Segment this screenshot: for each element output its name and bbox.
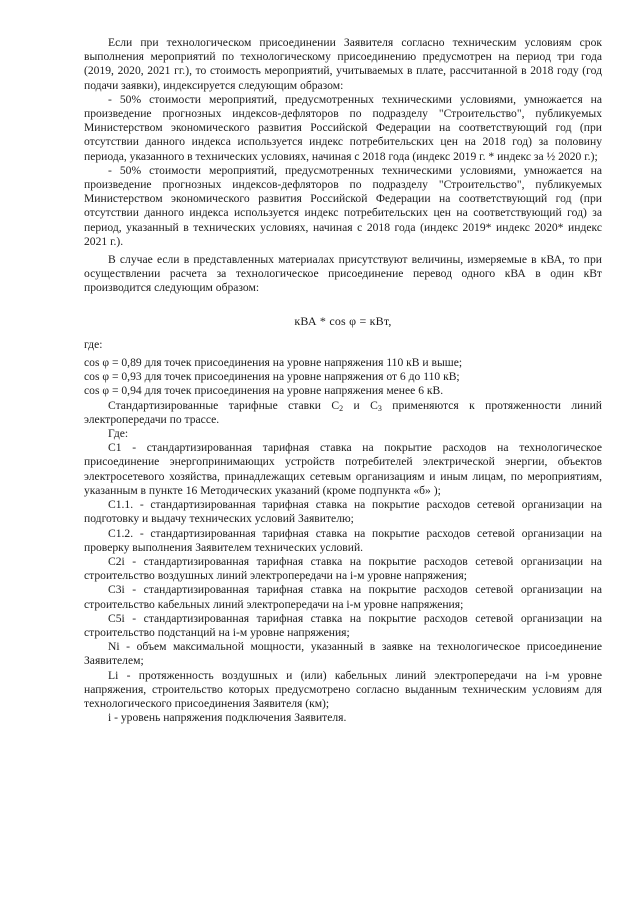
cos-phi-under-6kv: cos φ = 0,94 для точек присоединения на уровне напряжения менее 6 кВ. — [84, 384, 444, 398]
definition-c1-1: С1.1. - стандартизированная тарифная ставка на покрытие расходов сетевой организации на подготовку и выдачу технических условий Заявителю; — [84, 498, 602, 526]
where-label: где: — [84, 337, 103, 351]
rates-sub-2: 2 — [339, 403, 344, 413]
definition-c5i: С5i - стандартизированная тарифная ставка на покрытие расходов сетевой организации на строительство подстанций на i-м уровне напряжения; — [84, 611, 602, 639]
paragraph-first-half: - 50% стоимости мероприятий, предусмотренных техническими условиями, умножается на произведение прогнозных индексов-дефляторов по подразделу "Строительство", публикуемых Министерством экономического развития Российской Федерации на соответствующий год (при отсутствии данного индекса используется индекс потребительских цен на 2018 год) за половину периода, указанного в технических условиях, начиная с 2018 года (индекс 2019 г. * индекс за ½ 2020 г.); — [84, 92, 602, 163]
paragraph-indexation-intro: Если при технологическом присоединении Заявителя согласно техническим условиям срок выполнения мероприятий по технологическому присоединению предусмотрен на период три года (2019, 2020, 2021 гг.), то стоимость мероприятий, учитываемых в плате, рассчитанной в 2018 году (год подачи заявки), индексируется следующим образом: — [84, 36, 602, 92]
rates-text-c: применяются к протяженности линий электропередачи по трассе. — [84, 398, 603, 426]
definition-i: i - уровень напряжения подключения Заявителя. — [108, 711, 347, 725]
cos-phi-110kv: cos φ = 0,89 для точек присоединения на уровне напряжения 110 кВ и выше; — [84, 356, 463, 370]
definition-c3i: С3i - стандартизированная тарифная ставка на покрытие расходов сетевой организации на строительство кабельных линий электропередачи на i-м уровне напряжения; — [84, 583, 602, 611]
definition-ni: Ni - объем максимальной мощности, указанный в заявке на технологическое присоединение Заявителем; — [84, 640, 602, 668]
definition-c2i: С2i - стандартизированная тарифная ставка на покрытие расходов сетевой организации на строительство воздушных линий электропередачи на i-м уровне напряжения; — [84, 554, 602, 583]
rates-text-a: Стандартизированные тарифные ставки С — [108, 398, 340, 412]
paragraph-standard-rates — [84, 399, 602, 427]
rates-sub-3: 3 — [377, 403, 382, 413]
rates-text-b: и С — [343, 398, 378, 412]
definition-c1: С1 - стандартизированная тарифная ставка на покрытие расходов на технологическое присоединение энергопринимающих устройств потребителей электрической энергии, объектов электросетевого хозяйства, принадлежащих сетевым организациям и иным лицам, по мероприятиям, указанным в пункте 16 Методических указаний (кроме подпункта «б» ); — [84, 441, 602, 497]
definition-c1-2: С1.2. - стандартизированная тарифная ставка на покрытие расходов сетевой организации на проверку выполнения Заявителем технических условий. — [84, 526, 602, 554]
paragraph-kva-conversion: В случае если в представленных материалах присутствуют величины, измеряемые в кВА, то при осуществлении расчета за технологическое присоединение перевод одного кВА в один кВт производится следующим образом: — [84, 253, 602, 295]
conversion-formula: кВА * cos φ = кВт, — [294, 313, 392, 328]
paragraph-second-half: - 50% стоимости мероприятий, предусмотренных техническими условиями, умножается на произведение прогнозных индексов-дефляторов по подразделу "Строительство", публикуемых Министерством экономического развития Российской Федерации на соответствующий год (при отсутствии данного индекса используется индекс потребительских цен на соответствующий год) за период, указанный в технических условиях, начиная с 2018 года (индекс 2019* индекс 2020* индекс 2021 г.). — [84, 163, 602, 248]
definition-li: Li - протяженность воздушных и (или) кабельных линий электропередачи на i-м уровне напряжения, строительство которых предусмотрено согласно выданным техническим условиям для технологического присоединения Заявителя (км); — [84, 668, 602, 710]
where-label-2: Где: — [108, 427, 129, 441]
cos-phi-6-110kv: cos φ = 0,93 для точек присоединения на уровне напряжения от 6 до 110 кВ; — [84, 370, 460, 384]
